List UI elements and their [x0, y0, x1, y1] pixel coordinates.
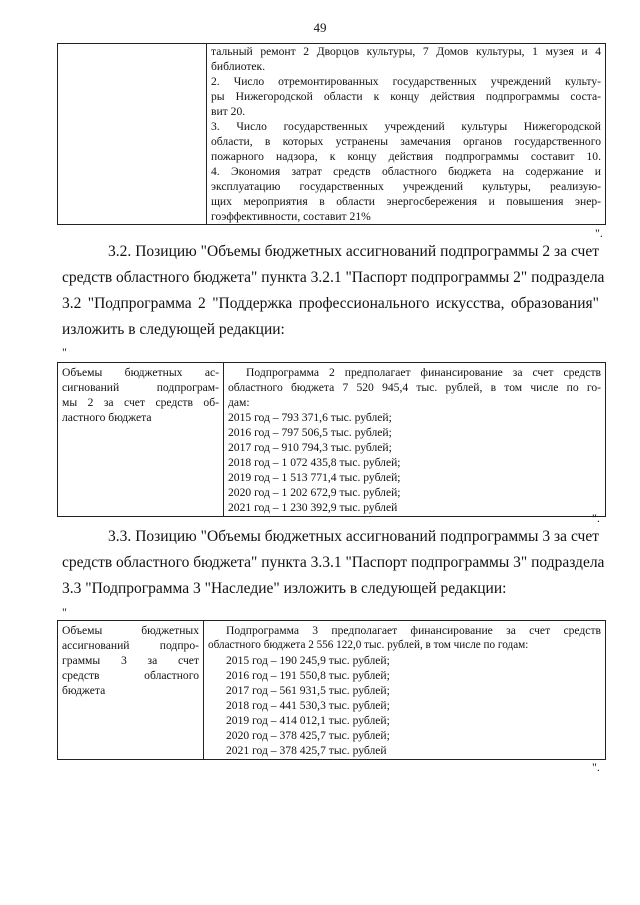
top-table-line: пожарного надзора, к концу действия подпрограммы составит 10.	[211, 150, 601, 163]
subprogram-2-table	[57, 362, 606, 517]
year-line: 2017 год – 910 794,3 тыс. рублей;	[228, 441, 392, 454]
intro-line: областного бюджета 2 556 122,0 тыс. рублей, в том числе по годам:	[208, 639, 529, 651]
top-table-line: 2. Число отремонтированных государственных учреждений культу-	[211, 75, 601, 88]
paragraph-line: 3.3 "Подпрограмма 3 "Наследие" изложить в следующей редакции:	[62, 580, 507, 597]
paragraph-line: 3.2 "Подпрограмма 2 "Поддержка профессионального искусства, образования"	[62, 295, 599, 312]
top-table-right-cell	[207, 44, 606, 225]
intro-line: Подпрограмма 2 предполагает финансирование за счет средств	[246, 366, 601, 379]
paragraph-line: 3.2. Позицию "Объемы бюджетных ассигнований подпрограммы 2 за счет	[108, 243, 599, 260]
label-line: Объемы бюджетных	[62, 624, 199, 637]
top-table-line: тальный ремонт 2 Дворцов культуры, 7 Домов культуры, 1 музея и 4	[211, 45, 601, 58]
paragraph-line: средств областного бюджета" пункта 3.3.1 "Паспорт подпрограммы 3" подраздела	[62, 554, 605, 571]
year-line: 2016 год – 797 506,5 тыс. рублей;	[228, 426, 392, 439]
year-line: 2016 год – 191 550,8 тыс. рублей;	[226, 669, 390, 682]
label-line: граммы 3 за счет	[62, 654, 199, 667]
subprogram-3-table	[57, 620, 606, 760]
intro-line: дам:	[228, 396, 250, 409]
year-line: 2018 год – 441 530,3 тыс. рублей;	[226, 699, 390, 712]
paragraph-3-2	[62, 239, 605, 343]
paragraph-line: изложить в следующей редакции:	[62, 321, 285, 338]
top-table-line: 3. Число государственных учреждений культуры Нижегородской	[211, 120, 601, 133]
intro-line: областного бюджета 7 520 945,4 тыс. рублей, в том числе по го-	[228, 381, 601, 394]
label-line: бюджета	[62, 684, 106, 697]
paragraph-3-3	[62, 524, 605, 602]
top-table-line: гоэффективности, составит 21%	[211, 210, 371, 223]
top-table-line: 4. Экономия затрат средств областного бюджета на содержание и	[211, 165, 601, 178]
label-line: ассигнований подпро-	[62, 639, 199, 652]
top-table-line: ры Нижегородской области к концу действия подпрограммы соста-	[211, 90, 601, 103]
year-line: 2021 год – 1 230 392,9 тыс. рублей	[228, 501, 398, 514]
subprogram-3-label-cell	[58, 621, 204, 760]
label-line: Объемы бюджетных ас-	[62, 366, 219, 379]
label-line: ластного бюджета	[62, 411, 152, 424]
subprogram-3-value-cell	[204, 621, 606, 760]
table-row	[58, 363, 606, 517]
year-line: 2017 год – 561 931,5 тыс. рублей;	[226, 684, 390, 697]
top-table-line: вит 20.	[211, 105, 246, 118]
table3-closing-mark: ".	[592, 760, 600, 774]
page-number: 49	[313, 20, 327, 35]
subprogram-2-label-cell	[58, 363, 224, 517]
top-table-line: щих мероприятия в области энергосбережения и повышения энер-	[211, 195, 601, 208]
year-line: 2015 год – 793 371,6 тыс. рублей;	[228, 411, 392, 424]
table-row	[58, 621, 606, 760]
top-table-left-cell	[58, 44, 207, 225]
subprogram-2-value-cell	[224, 363, 606, 517]
year-line: 2018 год – 1 072 435,8 тыс. рублей;	[228, 456, 401, 469]
table2-closing-mark: ".	[592, 511, 600, 525]
paragraph-line: 3.3. Позицию "Объемы бюджетных ассигнований подпрограммы 3 за счет	[108, 528, 599, 545]
intro-line: Подпрограмма 3 предполагает финансирование за счет средств	[226, 624, 601, 637]
top-table-line: библиотек.	[211, 60, 266, 73]
table-row	[58, 44, 606, 225]
top-table-closing-mark: ".	[595, 226, 603, 240]
paragraph-line: средств областного бюджета" пункта 3.2.1 "Паспорт подпрограммы 2" подраздела	[62, 269, 605, 286]
year-line: 2019 год – 1 513 771,4 тыс. рублей;	[228, 471, 401, 484]
label-line: мы 2 за счет средств об-	[62, 396, 219, 409]
year-line: 2020 год – 378 425,7 тыс. рублей;	[226, 729, 390, 742]
table3-open-mark: "	[62, 605, 67, 619]
top-table-line: области, в которых устранены замечания органов государственного	[211, 135, 601, 148]
top-table-line: эксплуатацию государственных учреждений культуры, реализую-	[211, 180, 601, 193]
label-line: средств областного	[62, 669, 199, 682]
year-line: 2019 год – 414 012,1 тыс. рублей;	[226, 714, 390, 727]
top-table	[57, 43, 606, 225]
year-line: 2015 год – 190 245,9 тыс. рублей;	[226, 654, 390, 667]
label-line: сигнований подпрограм-	[62, 381, 219, 394]
year-line: 2020 год – 1 202 672,9 тыс. рублей;	[228, 486, 401, 499]
table2-open-mark: "	[62, 345, 67, 359]
year-line: 2021 год – 378 425,7 тыс. рублей	[226, 744, 387, 757]
